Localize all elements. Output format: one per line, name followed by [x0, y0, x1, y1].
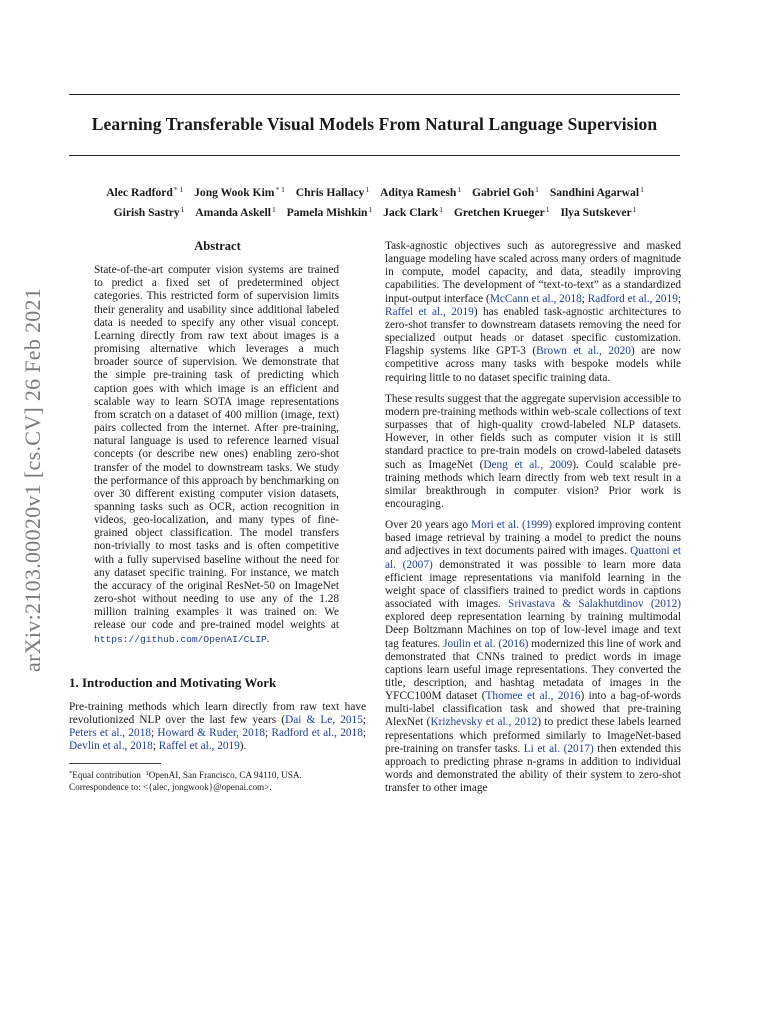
author: Girish Sastry$^1$: [113, 205, 185, 219]
citation-link[interactable]: Dai & Le, 2015: [285, 714, 363, 726]
body-paragraph: Over 20 years ago Mori et al. (1999) explored improving content based image retrieval by training a model to predict the nouns and adjectives in text documents paired with images. Quattoni et al. (2007) demonstrated it was possible to learn more data efficient image representations via manifold learning in the weight space of classifiers trained to predict words in captions associated with images. Srivastava & Salakhutdinov (2012) explored deep representation learning by training multimodal Deep Boltzmann Machines on top of low-level image and text tag features. Joulin et al. (2016) modernized this line of work and demonstrated that CNNs trained to predict words in image captions learn useful image representations. They converted the title, description, and hashtag metadata of images in the YFCC100M dataset (Thomee et al., 2016) into a bag-of-words multi-label classification task and showed that pre-training AlexNet (Krizhevsky et al., 2012) to predict these labels learned representations which preformed similarly to ImageNet-based pre-training on transfer tasks. Li et al. (2017) then extended this approach to predicting phrase n-grams in addition to individual words and demonstrated the ability of their system to zero-shot transfer to other image: [385, 519, 682, 795]
author: Amanda Askell$^1$: [195, 205, 276, 219]
author: Sandhini Agarwal$^1$: [549, 185, 644, 199]
body-paragraph: Task-agnostic objectives such as autoregressive and masked language modeling have scaled across many orders of magnitude in compute, model capacity, and data, steadily improving capabilities. The development of “text-to-text” as a standardized input-output interface (McCann et al., 2018; Radford et al., 2019; Raffel et al., 2019) has enabled task-agnostic architectures to zero-shot transfer to downstream datasets removing the need for specialized output heads or dataset specific customization. Flagship systems like GPT-3 (Brown et al., 2020) are now competitive across many tasks with bespoke models while requiring little to no dataset specific training data.: [385, 240, 681, 384]
footnote-rule: [69, 763, 161, 764]
abstract-heading: Abstract: [194, 239, 241, 253]
citation-link[interactable]: Li et al. (2017): [523, 742, 594, 755]
citation-link[interactable]: Radford et al., 2018: [271, 727, 363, 740]
title-rule-top: [69, 94, 680, 95]
citation-link[interactable]: Thomee et al., 2016: [485, 690, 581, 703]
paper-title: Learning Transferable Visual Models From Natural Language Supervision: [91, 114, 658, 134]
author-list: [60, 181, 690, 221]
abstract-body: State-of-the-art computer vision systems are trained to predict a fixed set of predetermined object categories. This restricted form of supervision limits their generality and usability since additional labeled data is needed to specify any other visual concept. Learning directly from raw text about images is a promising alternative which leverages a much broader source of supervision. We demonstrate that the simple pre-training task of predicting which caption goes with which image is an efficient and scalable way to learn SOTA image representations from scratch on a dataset of 400 million (image, text) pairs collected from the internet. After pre-training, natural language is used to reference learned visual concepts (or describe new ones) enabling zero-shot transfer of the model to downstream tasks. We study the performance of this approach by benchmarking on over 30 different existing computer vision datasets, spanning tasks such as OCR, action recognition in videos, geo-localization, and many types of fine-grained object classification. The model transfers non-trivially to most tasks and is often competitive with a fully supervised baseline without the need for any dataset specific training. For instance, we match the accuracy of the original ResNet-50 on ImageNet zero-shot without needing to use any of the 1.28 million training examples it was trained on. We release our code and pre-trained model weights at https://github.com/OpenAI/CLIP.: [94, 264, 339, 645]
citation-link[interactable]: Radford et al., 2019: [587, 292, 678, 305]
author: Ilya Sutskever$^1$: [560, 205, 637, 219]
right-column: [385, 240, 681, 803]
citation-link[interactable]: Quattoni et al. (2007): [385, 545, 682, 571]
intro-paragraph: Pre-training methods which learn directly from raw text have revolutionized NLP over the last few years (Dai & Le, 2015; Peters et al., 2018; Howard & Ruder, 2018; Radford et al., 2018; Devlin et al., 2018; Raffel et al., 2019).: [69, 700, 366, 753]
footnote: *Equal contribution $^1$OpenAI, San Francisco, CA 94110, USA. Correspondence to: <{alec, jongwook}@openai.com>.: [69, 770, 302, 792]
author-row-1: [60, 181, 690, 201]
left-column: [69, 240, 366, 793]
author: Alec Radford$^{* 1}$: [106, 185, 184, 199]
citation-link[interactable]: Howard & Ruder, 2018: [157, 727, 266, 740]
citation-link[interactable]: Joulin et al. (2016): [443, 637, 529, 650]
body-paragraph: These results suggest that the aggregate supervision accessible to modern pre-training methods within web-scale collections of text surpasses that of high-quality crowd-labeled NLP datasets. However, in other fields such as computer vision it is still standard practice to pre-train models on crowd-labeled datasets such as ImageNet (Deng et al., 2009). Could scalable pre-training methods which learn directly from web text result in a similar breakthrough in computer vision? Prior work is encouraging.: [385, 392, 681, 510]
citation-link[interactable]: Raffel et al., 2019: [158, 740, 240, 753]
author: Gretchen Krueger$^1$: [453, 205, 550, 219]
author: Jong Wook Kim$^{* 1}$: [194, 185, 285, 199]
citation-link[interactable]: Peters et al., 2018: [69, 727, 151, 740]
author: Aditya Ramesh$^1$: [380, 185, 462, 199]
citation-link[interactable]: Devlin et al., 2018: [69, 740, 153, 753]
title-rule-bottom: [69, 155, 680, 156]
author: Gabriel Goh$^1$: [471, 185, 539, 199]
citation-link[interactable]: Mori et al. (1999): [471, 519, 553, 532]
citation-link[interactable]: Krizhevsky et al., 2012: [430, 716, 538, 729]
citation-link[interactable]: Srivastava & Salakhutdinov (2012): [508, 598, 681, 611]
author-row-2: [60, 201, 690, 221]
author: Pamela Mishkin$^1$: [286, 205, 373, 219]
citation-link[interactable]: Brown et al., 2020: [536, 345, 631, 358]
section-heading-intro: 1. Introduction and Motivating Work: [69, 674, 277, 690]
author: Jack Clark$^1$: [383, 205, 443, 219]
code-link[interactable]: https://github.com/OpenAI/CLIP: [94, 633, 267, 645]
citation-link[interactable]: Raffel et al., 2019: [385, 305, 474, 318]
citation-link[interactable]: McCann et al., 2018: [489, 292, 582, 305]
arxiv-stamp-text: arXiv:2103.00020v1 [cs.CV] 26 Feb 2021: [20, 287, 45, 672]
author: Chris Hallacy$^1$: [295, 185, 370, 199]
citation-link[interactable]: Deng et al., 2009: [483, 458, 573, 471]
